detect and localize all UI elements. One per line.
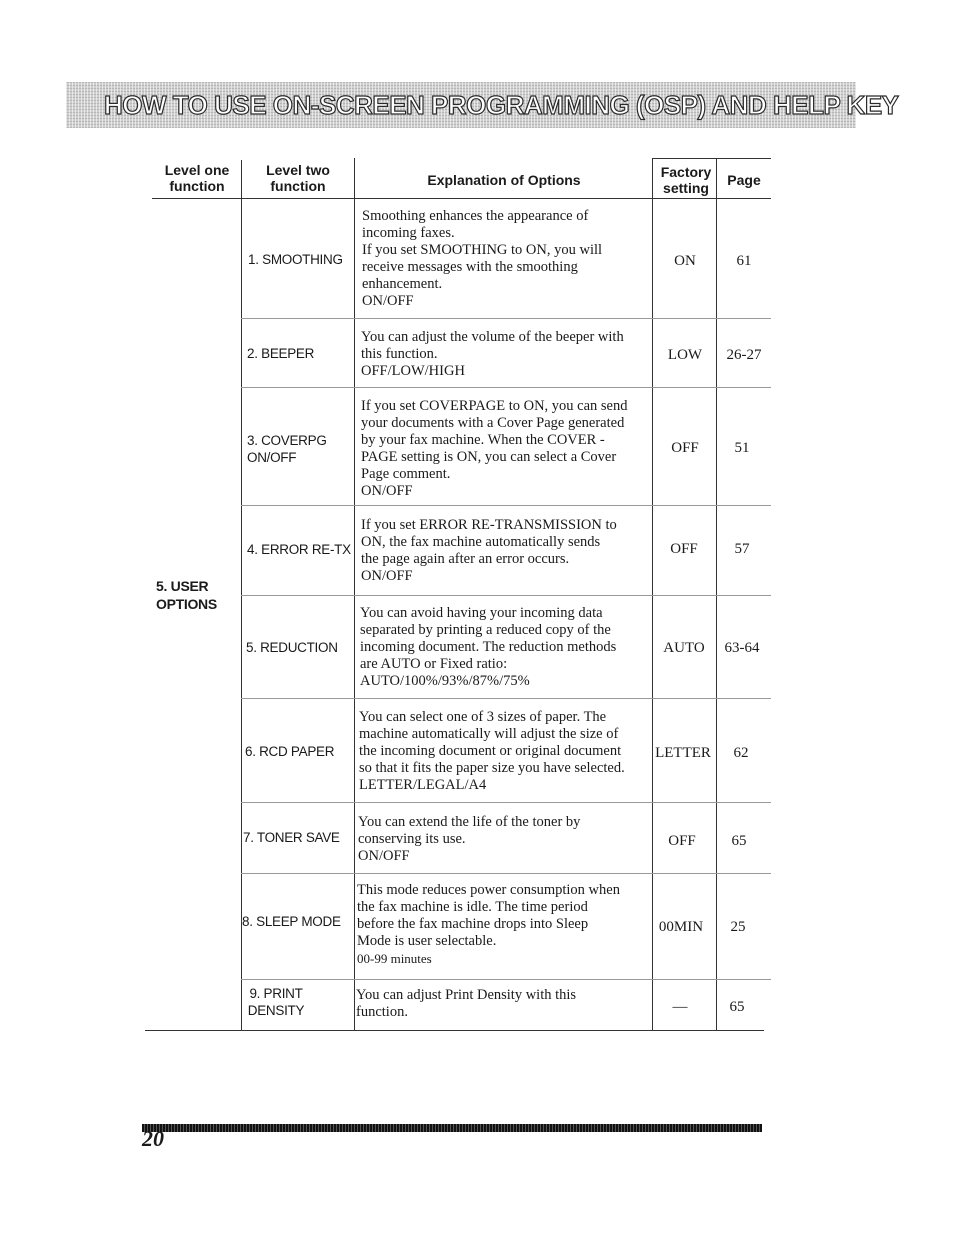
page-ref-print-density: 65 <box>729 999 745 1015</box>
explanation-line: separated by printing a reduced copy of the <box>360 622 611 638</box>
factory-setting-reduction: AUTO <box>663 640 705 656</box>
explanation-line: machine automatically will adjust the size of <box>359 726 619 742</box>
explanation-line: You can adjust Print Density with this <box>356 987 577 1003</box>
explanation-line: If you set SMOOTHING to ON, you will <box>362 242 603 258</box>
table-bottom-rule <box>145 1030 764 1031</box>
level-one-label: 5. USER OPTIONS <box>156 578 217 612</box>
explanation-options: AUTO/100%/93%/87%/75% <box>360 673 530 689</box>
factory-setting-toner-save: OFF <box>668 833 696 849</box>
factory-setting-sleep-mode: 00MIN <box>658 919 704 935</box>
explanation-coverpg <box>361 398 645 500</box>
explanation-line: incoming faxes. <box>362 225 455 241</box>
factory-setting-print-density: — <box>672 999 688 1015</box>
row-separator-2 <box>241 387 771 388</box>
header-explanation <box>356 172 652 188</box>
explanation-options: 00-99 minutes <box>357 951 432 966</box>
explanation-smoothing <box>362 208 646 310</box>
explanation-line: If you set ERROR RE-TRANSMISSION to <box>361 517 617 533</box>
explanation-reduction <box>360 605 644 690</box>
explanation-line: before the fax machine drops into Sleep <box>357 916 589 932</box>
explanation-line: so that it fits the paper size you have selected. <box>359 760 625 776</box>
explanation-options: ON/OFF <box>358 848 410 864</box>
factory-setting-beeper: LOW <box>667 347 703 363</box>
level-two-beeper: 2. BEEPER <box>247 346 315 361</box>
explanation-line: incoming document. The reduction methods <box>360 639 617 655</box>
explanation-line: by your fax machine. When the COVER - <box>361 432 605 448</box>
level-two-coverpg: 3. COVERPG ON/OFF <box>247 433 327 465</box>
section-banner <box>66 82 899 128</box>
explanation-toner-save <box>358 814 642 865</box>
explanation-line: function. <box>356 1004 408 1020</box>
level-two-print-density: 9. PRINT DENSITY <box>247 986 305 1018</box>
level-two-error-retx: 4. ERROR RE-TX <box>247 542 351 557</box>
header-level-two-text: Level two function <box>266 162 330 194</box>
explanation-line: If you set COVERPAGE to ON, you can send <box>361 398 628 414</box>
header-page <box>718 172 770 188</box>
header-level-one-text: Level one function <box>164 162 230 194</box>
explanation-line: conserving its use. <box>358 831 466 847</box>
row-separator-1 <box>241 318 771 319</box>
explanation-rcd-paper <box>359 709 643 794</box>
page-ref-reduction: 63-64 <box>724 640 760 656</box>
explanation-options: ON/OFF <box>361 568 413 584</box>
row-separator-8 <box>241 979 771 980</box>
explanation-error-retx <box>361 517 645 585</box>
page-ref-smoothing: 61 <box>736 253 752 269</box>
page-ref-sleep-mode: 25 <box>730 919 746 935</box>
explanation-line: the fax machine is idle. The time period <box>357 899 588 915</box>
explanation-line: This mode reduces power consumption when <box>357 882 620 898</box>
explanation-options: ON/OFF <box>361 483 413 499</box>
explanation-options: OFF/LOW/HIGH <box>361 363 465 379</box>
factory-setting-coverpg: OFF <box>671 440 699 456</box>
header-top-rule <box>652 158 771 159</box>
level-two-reduction: 5. REDUCTION <box>246 640 338 655</box>
header-level-one <box>152 162 242 194</box>
level-two-toner-save: 7. TONER SAVE <box>243 830 340 845</box>
page-ref-toner-save: 65 <box>731 833 747 849</box>
page-ref-beeper: 26-27 <box>726 347 762 363</box>
header-factory-setting-text: Factory setting <box>660 164 712 196</box>
explanation-line: enhancement. <box>362 276 443 292</box>
explanation-line: the page again after an error occurs. <box>361 551 570 567</box>
column-divider-3 <box>652 158 653 1030</box>
header-explanation-text: Explanation of Options <box>427 172 581 188</box>
column-divider-2 <box>354 158 355 1030</box>
explanation-line: the incoming document or original document <box>359 743 622 759</box>
row-separator-4 <box>241 595 771 596</box>
explanation-line: Smoothing enhances the appearance of <box>362 208 589 224</box>
explanation-line: You can extend the life of the toner by <box>358 814 581 830</box>
level-two-smoothing: 1. SMOOTHING <box>248 252 343 267</box>
explanation-line: You can avoid having your incoming data <box>360 605 603 621</box>
footer-rule <box>142 1124 762 1132</box>
banner-title: HOW TO USE ON-SCREEN PROGRAMMING (OSP) AND HELP KEY <box>104 89 899 120</box>
explanation-line: ON, the fax machine automatically sends <box>361 534 601 550</box>
column-divider-4 <box>716 158 717 1030</box>
row-separator-7 <box>241 873 771 874</box>
page-ref-coverpg: 51 <box>734 440 750 456</box>
explanation-line: your documents with a Cover Page generated <box>361 415 625 431</box>
header-page-text: Page <box>727 172 761 188</box>
header-bottom-rule <box>152 198 771 199</box>
explanation-line: You can select one of 3 sizes of paper. The <box>359 709 607 725</box>
row-separator-6 <box>241 802 771 803</box>
explanation-line: Page comment. <box>361 466 451 482</box>
level-two-sleep-mode: 8. SLEEP MODE <box>242 914 341 929</box>
header-factory-setting <box>654 164 718 196</box>
explanation-beeper <box>361 329 645 380</box>
factory-setting-smoothing: ON <box>674 253 696 269</box>
explanation-options: ON/OFF <box>362 293 414 309</box>
explanation-line: this function. <box>361 346 438 362</box>
row-separator-5 <box>241 698 771 699</box>
factory-setting-rcd-paper: LETTER <box>655 745 711 761</box>
explanation-print-density <box>356 987 640 1021</box>
explanation-line: PAGE setting is ON, you can select a Cover <box>361 449 617 465</box>
page-number: 20 <box>142 1126 164 1151</box>
header-level-two <box>248 162 348 194</box>
explanation-line: You can adjust the volume of the beeper with <box>361 329 624 345</box>
row-separator-3 <box>241 505 771 506</box>
level-two-rcd-paper: 6. RCD PAPER <box>245 744 335 759</box>
page-ref-rcd-paper: 62 <box>733 745 749 761</box>
page-ref-error-retx: 57 <box>734 541 750 557</box>
explanation-line: Mode is user selectable. <box>357 933 497 949</box>
explanation-line: receive messages with the smoothing <box>362 259 578 275</box>
explanation-line: are AUTO or Fixed ratio: <box>360 656 508 672</box>
explanation-sleep-mode <box>357 882 641 967</box>
explanation-options: LETTER/LEGAL/A4 <box>359 777 487 793</box>
factory-setting-error-retx: OFF <box>670 541 698 557</box>
